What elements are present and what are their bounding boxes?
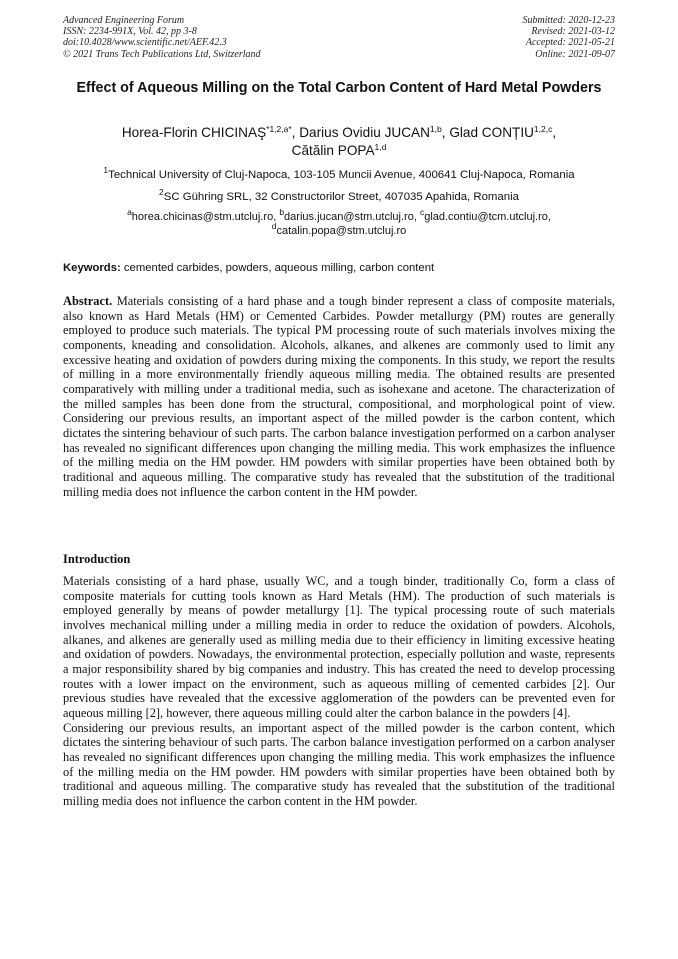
keywords-label: Keywords: — [63, 262, 121, 274]
author-3: Glad CONȚIU$^{1,2,c}$, — [449, 124, 557, 140]
revised-date: Revised: 2021-03-12 — [531, 26, 615, 38]
intro-paragraph-1: Materials consisting of a hard phase, usually WC, and a tough binder, traditionally Co, form a class of composite materials for cutting tools known as Hard Metals (HM). The production of such materials is employed generally by means of powder metallurgy [1]. The typical processing route of such materials involves mechanical milling under a milling media in order to reduce the oxidation of powders. Alcohols, alkanes, and alkenes are generally used as milling media due to their efficiency in limiting excessive heating and oxidation of powders. Nowadays, the environmental protection, especially pollution and waste, represents a major responsibility shared by big companies and industry. This has created the need to develop processing routes with a lower impact on the environment, such as aqueous milling of cemented carbides [2]. Our previous studies have revealed that the excessive agglomeration of the powders can be prevented even for aqueous milling [2], however, there aqueous milling could alter the carbon balance in the powders [4]. — [63, 574, 615, 720]
introduction-heading: Introduction — [63, 552, 131, 566]
author-emails: $^a$horea.chicinas@stm.utcluj.ro, $^b$darius.jucan@stm.utcluj.ro, $^c$glad.contiu@tcm.utcluj.ro, $^d$catalin.popa@stm.utcluj.ro — [127, 207, 551, 237]
issn-line: ISSN: 2234-991X, Vol. 42, pp 3-8 — [63, 26, 197, 38]
author-list — [70, 124, 608, 160]
email-d[interactable]: $^d$catalin.popa@stm.utcluj.ro — [271, 221, 407, 237]
abstract — [63, 294, 615, 499]
paper-title: Effect of Aqueous Milling on the Total Carbon Content of Hard Metal Powders — [76, 80, 602, 96]
email-b[interactable]: $^b$darius.jucan@stm.utcluj.ro — [279, 207, 414, 223]
author-2: Darius Ovidiu JUCAN$^{1,b}$, — [299, 124, 450, 140]
publication-dates — [523, 15, 616, 60]
intro-paragraph-2: Considering our previous results, an important aspect of the milled powder is the carbon content, which dictates the sintering behaviour of such parts. The carbon balance investigation performed on a carbon analyser has revealed no significant differences upon changing the milling media. This work emphasizes the influence of the milling media on the HM powder. HM powders with similar properties have been obtained both by traditional and aqueous milling. The comparative study has revealed that the substitution of the traditional milling media does not influence the carbon content in the HM powder. — [63, 720, 615, 808]
email-a[interactable]: $^a$horea.chicinas@stm.utcluj.ro — [127, 207, 274, 223]
author-4: Cătălin POPA$^{1,d}$ — [291, 142, 387, 158]
journal-name: Advanced Engineering Forum — [63, 15, 185, 26]
introduction-body — [63, 574, 615, 809]
email-c[interactable]: $^c$glad.contiu@tcm.utcluj.ro — [419, 207, 548, 223]
doi-line: doi:10.4028/www.scientific.net/AEF.42.3 — [63, 37, 227, 49]
affiliation-2: $^2$SC Gühring SRL, 32 Constructorilor Street, 407035 Apahida, Romania — [159, 187, 519, 203]
keywords-text: cemented carbides, powders, aqueous milling, carbon content — [123, 262, 435, 274]
abstract-label: Abstract. — [63, 294, 113, 308]
submitted-date: Submitted: 2020-12-23 — [522, 15, 615, 26]
abstract-text: Materials consisting of a hard phase and a tough binder represent a class of composite materials, also known as Hard Metals (HM) or Cemented Carbides. Powder metallurgy (PM) routes are generally employed to produce such materials. The typical PM processing route of such materials involves mixing the components, kneading and consolidation. Alcohols, alkanes, and alkenes are commonly used to limit any excessive heating and oxidation of powders during mixing the components. In this study, we report the results of milling in a more environmentally friendly aqueous milling media. The obtained results are presented comparatively with milling under a traditional media, such as isohexane and acetone. The characterization of the milled samples has been done from the structural, compositional, and morphological point of view. Considering our previous results, an important aspect of the milled powder is the carbon content, which dictates the sintering behaviour of such parts. The carbon balance investigation performed on a carbon analyser has revealed no significant differences upon changing the milling media. This work emphasizes the influence of the milling media on the HM powder. HM powders with similar properties have been obtained both by traditional and aqueous milling. The comparative study has revealed that the substitution of the traditional milling media does not influence the carbon content in the HM powder. — [63, 294, 615, 499]
copyright-line: © 2021 Trans Tech Publications Ltd, Switzerland — [63, 48, 261, 60]
online-date: Online: 2021-09-07 — [535, 48, 615, 60]
journal-info — [63, 15, 261, 60]
keywords — [63, 261, 615, 275]
accepted-date: Accepted: 2021-05-21 — [525, 37, 615, 49]
author-1: Horea-Florin $CHICINAŞ^{*1,2,a*}$, — [121, 124, 300, 140]
affiliation-1: $^1$Technical University of Cluj-Napoca, 103-105 Muncii Avenue, 400641 Cluj-Napoca, Romania — [103, 165, 575, 181]
